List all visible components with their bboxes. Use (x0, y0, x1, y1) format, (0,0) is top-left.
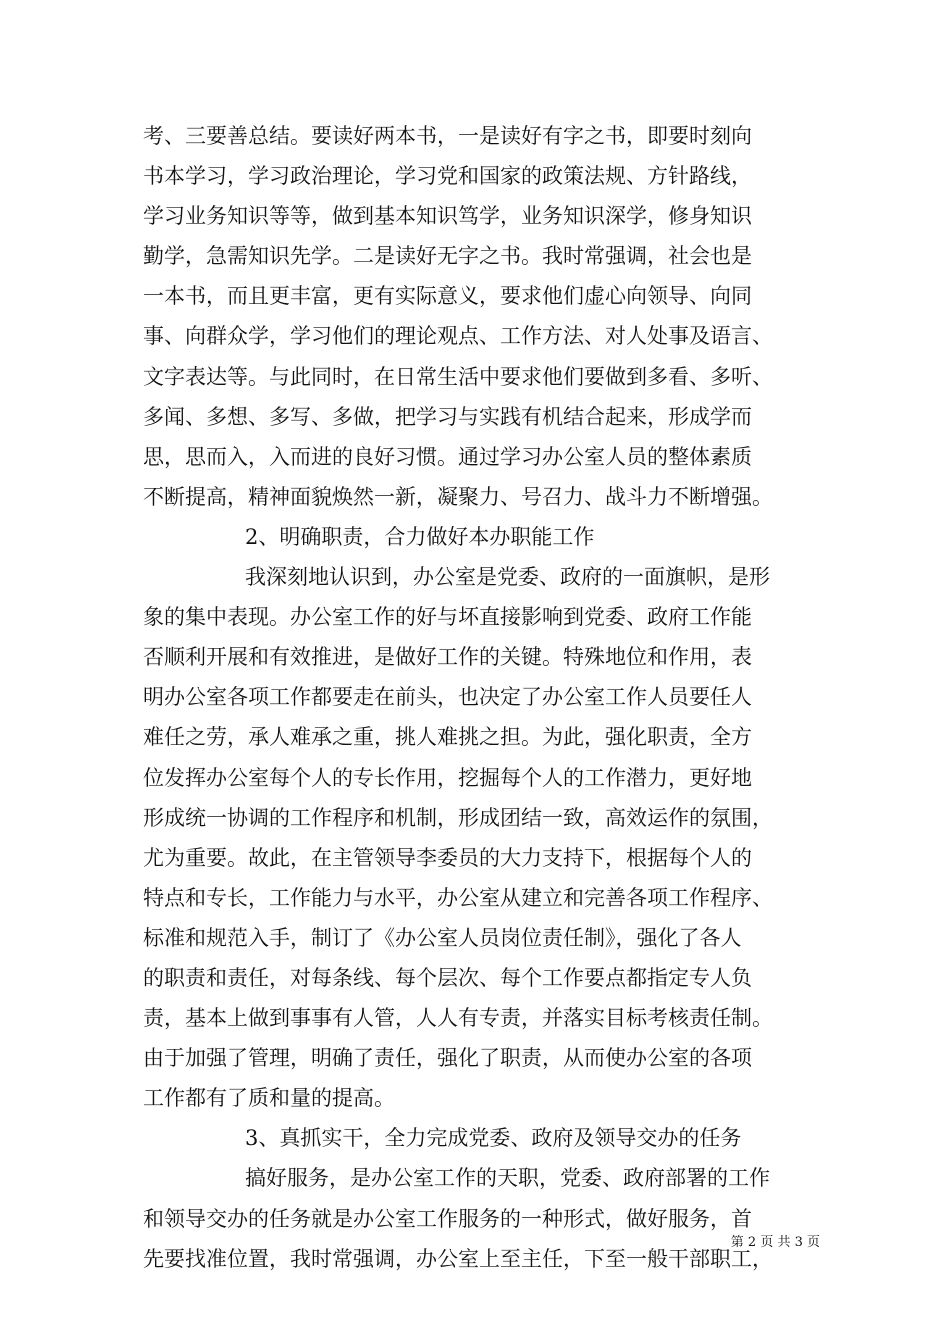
text-line: 标准和规范入手，制订了《办公室人员岗位责任制》，强化了各人 (143, 925, 742, 950)
text-line: 位发挥办公室每个人的专长作用，挖掘每个人的工作潜力，更好地 (143, 765, 752, 790)
text-line: 搞好服务，是办公室工作的天职，党委、政府部署的工作 (245, 1166, 770, 1191)
text-line: 3、真抓实干，全力完成党委、政府及领导交办的任务 (245, 1126, 742, 1151)
text-line: 我深刻地认识到，办公室是党委、政府的一面旗帜，是形 (245, 565, 770, 590)
text-line: 勤学，急需知识先学。二是读好无字之书。我时常强调，社会也是 (143, 244, 752, 269)
text-line: 由于加强了管理，明确了责任，强化了职责，从而使办公室的各项 (143, 1046, 752, 1071)
text-line: 象的集中表现。办公室工作的好与坏直接影响到党委、政府工作能 (143, 605, 752, 630)
text-line: 事、向群众学，学习他们的理论观点、工作方法、对人处事及语言、 (143, 324, 773, 349)
text-line: 责，基本上做到事事有人管，人人有专责，并落实目标考核责任制。 (143, 1006, 773, 1031)
text-line: 和领导交办的任务就是办公室工作服务的一种形式，做好服务，首 (143, 1206, 752, 1231)
text-line: 明办公室各项工作都要走在前头，也决定了办公室工作人员要任人 (143, 685, 752, 710)
text-line: 否顺利开展和有效推进，是做好工作的关键。特殊地位和作用，表 (143, 645, 752, 670)
text-line: 尤为重要。故此，在主管领导李委员的大力支持下，根据每个人的 (143, 845, 752, 870)
text-line: 先要找准位置，我时常强调，办公室上至主任，下至一般干部职工， (143, 1246, 773, 1271)
text-line: 难任之劳，承人难承之重，挑人难挑之担。为此，强化职责，全方 (143, 725, 752, 750)
text-line: 的职责和责任，对每条线、每个层次、每个工作要点都指定专人负 (143, 965, 752, 990)
text-line: 工作都有了质和量的提高。 (143, 1086, 395, 1111)
text-line: 多闻、多想、多写、多做，把学习与实践有机结合起来，形成学而 (143, 404, 752, 429)
text-line: 特点和专长，工作能力与水平，办公室从建立和完善各项工作程序、 (143, 885, 773, 910)
text-line: 文字表达等。与此同时，在日常生活中要求他们要做到多看、多听、 (143, 364, 773, 389)
text-line: 一本书，而且更丰富，更有实际意义，要求他们虚心向领导、向同 (143, 284, 752, 309)
text-line: 书本学习，学习政治理论，学习党和国家的政策法规、方针路线， (143, 164, 752, 189)
text-line: 学习业务知识等等，做到基本知识笃学，业务知识深学，修身知识 (143, 204, 752, 229)
text-line: 考、三要善总结。要读好两本书，一是读好有字之书，即要时刻向 (143, 124, 752, 148)
text-line: 思，思而入，入而进的良好习惯。通过学习办公室人员的整体素质 (143, 444, 752, 469)
text-line: 2、明确职责，合力做好本办职能工作 (245, 524, 595, 549)
text-line: 不断提高，精神面貌焕然一新，凝聚力、号召力、战斗力不断增强。 (143, 484, 773, 509)
body-text (143, 116, 823, 1279)
page-number-footer: 第 2 页 共 3 页 (730, 1235, 820, 1250)
text-line: 形成统一协调的工作程序和机制，形成团结一致，高效运作的氛围， (143, 805, 773, 830)
